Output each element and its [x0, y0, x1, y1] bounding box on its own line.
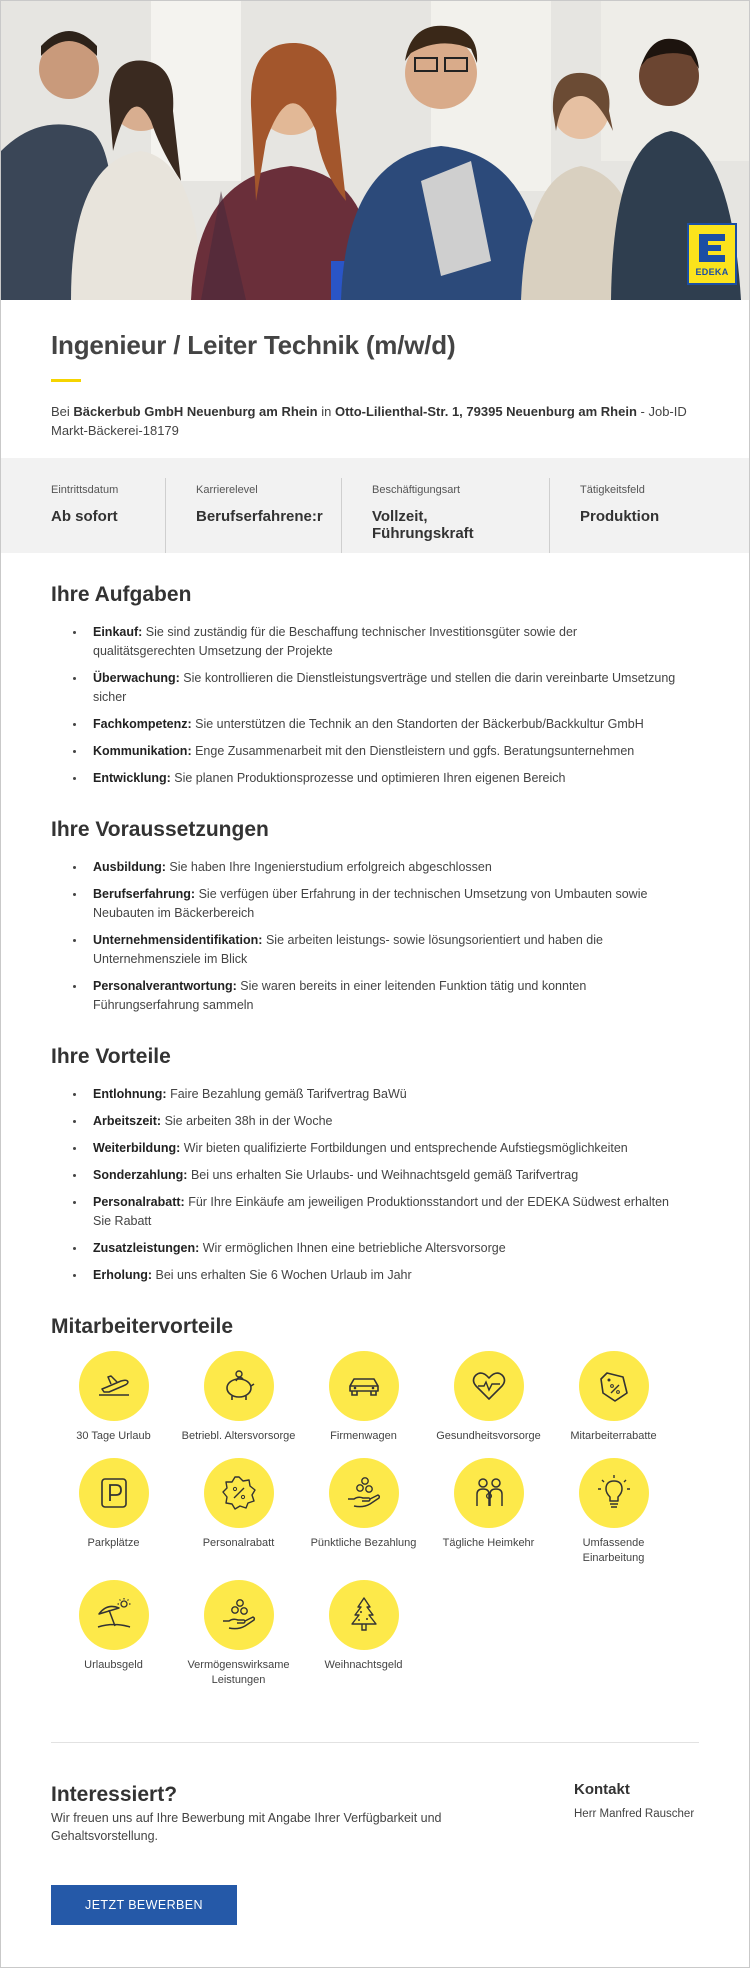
hero-image — [1, 1, 749, 300]
benefit-item — [551, 1351, 676, 1444]
fact-value: Berufserfahrene:r — [196, 508, 323, 525]
benefit-label: Vermögenswirksame Leistungen — [187, 1659, 290, 1686]
lightbulb-icon — [593, 1472, 635, 1514]
benefit-circle — [454, 1351, 524, 1421]
family-icon — [468, 1472, 510, 1514]
benefit-label: Gesundheitsvorsorge — [436, 1430, 541, 1442]
list-item — [93, 1193, 699, 1231]
fact-label: Eintrittsdatum — [51, 484, 119, 496]
list-item — [93, 1085, 699, 1104]
benefit-label: Pünktliche Bezahlung — [310, 1537, 417, 1549]
fact-karrierelevel — [165, 478, 341, 553]
item-text: Für Ihre Einkäufe am jeweiligen Produktionsstandort und der EDEKA Südwest erhalten Sie Rabatt — [93, 1195, 670, 1228]
item-text: Sie kontrollieren die Dienstleistungsverträge und stellen die darin vereinbarte Umsetzung sicher — [93, 671, 676, 704]
benefit-label: Personalrabatt — [202, 1537, 275, 1549]
contact-box — [574, 1781, 694, 1820]
job-facts-strip — [1, 458, 749, 553]
coins-hand-icon — [218, 1594, 260, 1636]
vorteile-list — [51, 1085, 699, 1285]
contact-title: Kontakt — [574, 1781, 630, 1798]
benefit-item — [51, 1580, 176, 1688]
benefit-item — [301, 1580, 426, 1688]
piggy-bank-icon — [218, 1365, 260, 1407]
company-address: Otto-Lilienthal-Str. 1, 79395 Neuenburg am Rhein — [334, 404, 637, 419]
benefit-item — [301, 1458, 426, 1566]
job-id: - Job-ID Markt-Bäckerei-18179 — [51, 404, 687, 438]
benefit-item — [301, 1351, 426, 1444]
item-key: Fachkompetenz: — [93, 717, 192, 731]
section-aufgaben — [1, 583, 749, 788]
benefits-grid — [51, 1351, 699, 1688]
fact-beschaeftigungsart — [341, 478, 549, 553]
airplane-icon — [93, 1365, 135, 1407]
list-item — [93, 931, 699, 969]
benefit-circle — [79, 1351, 149, 1421]
item-text: Faire Bezahlung gemäß Tarifvertrag BaWü — [170, 1087, 407, 1101]
job-header — [1, 300, 749, 440]
benefit-item — [551, 1458, 676, 1566]
item-key: Sonderzahlung: — [93, 1168, 188, 1182]
benefit-item — [176, 1458, 301, 1566]
benefit-item — [176, 1580, 301, 1688]
benefit-circle — [579, 1458, 649, 1528]
fact-value: Produktion — [580, 508, 660, 525]
heart-pulse-icon — [468, 1365, 510, 1407]
list-item — [93, 858, 699, 877]
list-item — [93, 977, 699, 1015]
fact-value: Vollzeit, Führungskraft — [372, 508, 474, 542]
benefit-label: Parkplätze — [87, 1537, 140, 1549]
edeka-e-icon — [695, 231, 729, 265]
benefit-circle — [329, 1458, 399, 1528]
team-photo — [1, 1, 749, 300]
item-key: Einkauf: — [93, 625, 143, 639]
item-key: Kommunikation: — [93, 744, 192, 758]
coins-hand-icon — [343, 1472, 385, 1514]
item-text: Sie sind zuständig für die Beschaffung technischer Investitionsgüter sowie der qualitätsgerechten Umsetzung der Projekte — [93, 625, 578, 658]
fact-taetigkeitsfeld — [549, 478, 699, 553]
section-title: Ihre Vorteile — [51, 1045, 171, 1068]
benefit-circle — [79, 1580, 149, 1650]
fact-label: Beschäftigungsart — [372, 484, 461, 496]
contact-name: Herr Manfred Rauscher — [574, 1808, 695, 1820]
benefit-item — [176, 1351, 301, 1444]
section-voraussetzungen — [1, 818, 749, 1015]
item-key: Personalrabatt: — [93, 1195, 185, 1209]
list-item — [93, 742, 699, 761]
cta-title: Interessiert? — [51, 1783, 178, 1806]
benefit-circle — [204, 1580, 274, 1650]
fact-label: Karrierelevel — [196, 484, 258, 496]
list-item — [93, 1266, 699, 1285]
benefit-item — [426, 1458, 551, 1566]
fact-value: Ab sofort — [51, 508, 118, 525]
parking-icon — [93, 1472, 135, 1514]
item-text: Sie haben Ihre Ingenierstudium erfolgreich abgeschlossen — [169, 860, 492, 874]
item-key: Ausbildung: — [93, 860, 166, 874]
section-title: Ihre Aufgaben — [51, 583, 192, 606]
list-item — [93, 623, 699, 661]
discount-tag-icon — [593, 1365, 635, 1407]
job-title: Ingenieur / Leiter Technik (m/w/d) — [51, 330, 456, 360]
fact-eintrittsdatum — [51, 478, 165, 553]
section-vorteile — [1, 1045, 749, 1285]
item-key: Erholung: — [93, 1268, 153, 1282]
item-key: Entlohnung: — [93, 1087, 167, 1101]
list-item — [93, 669, 699, 707]
item-key: Weiterbildung: — [93, 1141, 181, 1155]
benefit-item — [426, 1351, 551, 1444]
benefit-label: Betriebl. Altersvorsorge — [181, 1430, 296, 1442]
beach-umbrella-icon — [93, 1594, 135, 1636]
item-text: Sie waren bereits in einer leitenden Funktion tätig und konnten Führungserfahrung sammeln — [93, 979, 587, 1012]
item-text: Enge Zusammenarbeit mit den Dienstleistern und ggfs. Beratungsunternehmen — [195, 744, 635, 758]
aufgaben-list — [51, 623, 699, 788]
item-text: Bei uns erhalten Sie Urlaubs- und Weihnachtsgeld gemäß Tarifvertrag — [190, 1168, 579, 1182]
section-title: Mitarbeitervorteile — [51, 1315, 234, 1338]
benefit-item — [51, 1351, 176, 1444]
list-item — [93, 1139, 699, 1158]
voraussetzungen-list — [51, 858, 699, 1015]
list-item — [93, 885, 699, 923]
item-text: Sie arbeiten 38h in der Woche — [164, 1114, 333, 1128]
list-item — [93, 1239, 699, 1258]
item-key: Berufserfahrung: — [93, 887, 196, 901]
benefit-circle — [454, 1458, 524, 1528]
job-meta — [51, 402, 699, 440]
benefit-circle — [79, 1458, 149, 1528]
item-text: Wir bieten qualifizierte Fortbildungen und entsprechende Aufstiegsmöglichkeiten — [183, 1141, 628, 1155]
item-text: Sie verfügen über Erfahrung in der technischen Umsetzung von Umbauten sowie Neubauten im Bäckerbereich — [93, 887, 648, 920]
section-mitarbeitervorteile — [1, 1315, 749, 1688]
item-key: Personalverantwortung: — [93, 979, 237, 993]
list-item — [93, 715, 699, 734]
benefit-circle — [204, 1458, 274, 1528]
edeka-logo-text: EDEKA — [695, 267, 729, 277]
item-key: Zusatzleistungen: — [93, 1241, 200, 1255]
cta-text: Wir freuen uns auf Ihre Bewerbung mit Angabe Ihrer Verfügbarkeit und Gehaltsvorstellung. — [51, 1811, 442, 1843]
item-key: Unternehmensidentifikation: — [93, 933, 263, 947]
company-name: Bäckerbub GmbH Neuenburg am Rhein — [73, 404, 318, 419]
item-text: Bei uns erhalten Sie 6 Wochen Urlaub im Jahr — [155, 1268, 412, 1282]
benefit-label: Weihnachtsgeld — [324, 1659, 403, 1671]
edeka-logo — [687, 223, 737, 285]
benefit-circle — [204, 1351, 274, 1421]
benefit-circle — [329, 1351, 399, 1421]
item-text: Sie planen Produktionsprozesse und optimieren Ihren eigenen Bereich — [174, 771, 566, 785]
benefit-label: Mitarbeiterrabatte — [570, 1430, 657, 1442]
car-icon — [343, 1365, 385, 1407]
benefit-circle — [329, 1580, 399, 1650]
application-section — [1, 1743, 749, 1943]
item-text: Sie arbeiten leistungs- sowie lösungsorientiert und haben die Unternehmensziele im Blick — [93, 933, 603, 966]
fact-label: Tätigkeitsfeld — [580, 484, 645, 496]
benefit-label: 30 Tage Urlaub — [76, 1430, 151, 1442]
item-text: Wir ermöglichen Ihnen eine betriebliche Altersvorsorge — [202, 1241, 506, 1255]
item-key: Arbeitszeit: — [93, 1114, 162, 1128]
benefit-label: Urlaubsgeld — [84, 1659, 143, 1671]
apply-now-button[interactable]: JETZT BEWERBEN — [51, 1885, 237, 1925]
benefit-label: Tägliche Heimkehr — [442, 1537, 535, 1549]
item-key: Entwicklung: — [93, 771, 171, 785]
benefit-item — [51, 1458, 176, 1566]
christmas-tree-icon — [343, 1594, 385, 1636]
list-item — [93, 1166, 699, 1185]
section-title: Ihre Voraussetzungen — [51, 818, 269, 841]
benefit-label: Firmenwagen — [330, 1430, 397, 1442]
benefit-circle — [579, 1351, 649, 1421]
item-key: Überwachung: — [93, 671, 180, 685]
list-item — [93, 769, 699, 788]
title-accent-bar — [51, 379, 81, 382]
benefit-label: Umfassende Einarbeitung — [582, 1537, 645, 1564]
item-text: Sie unterstützen die Technik an den Standorten der Bäckerbub/Backkultur GmbH — [195, 717, 644, 731]
meta-in: in — [321, 404, 332, 419]
list-item — [93, 1112, 699, 1131]
meta-prefix: Bei — [51, 404, 70, 419]
percent-badge-icon — [218, 1472, 260, 1514]
